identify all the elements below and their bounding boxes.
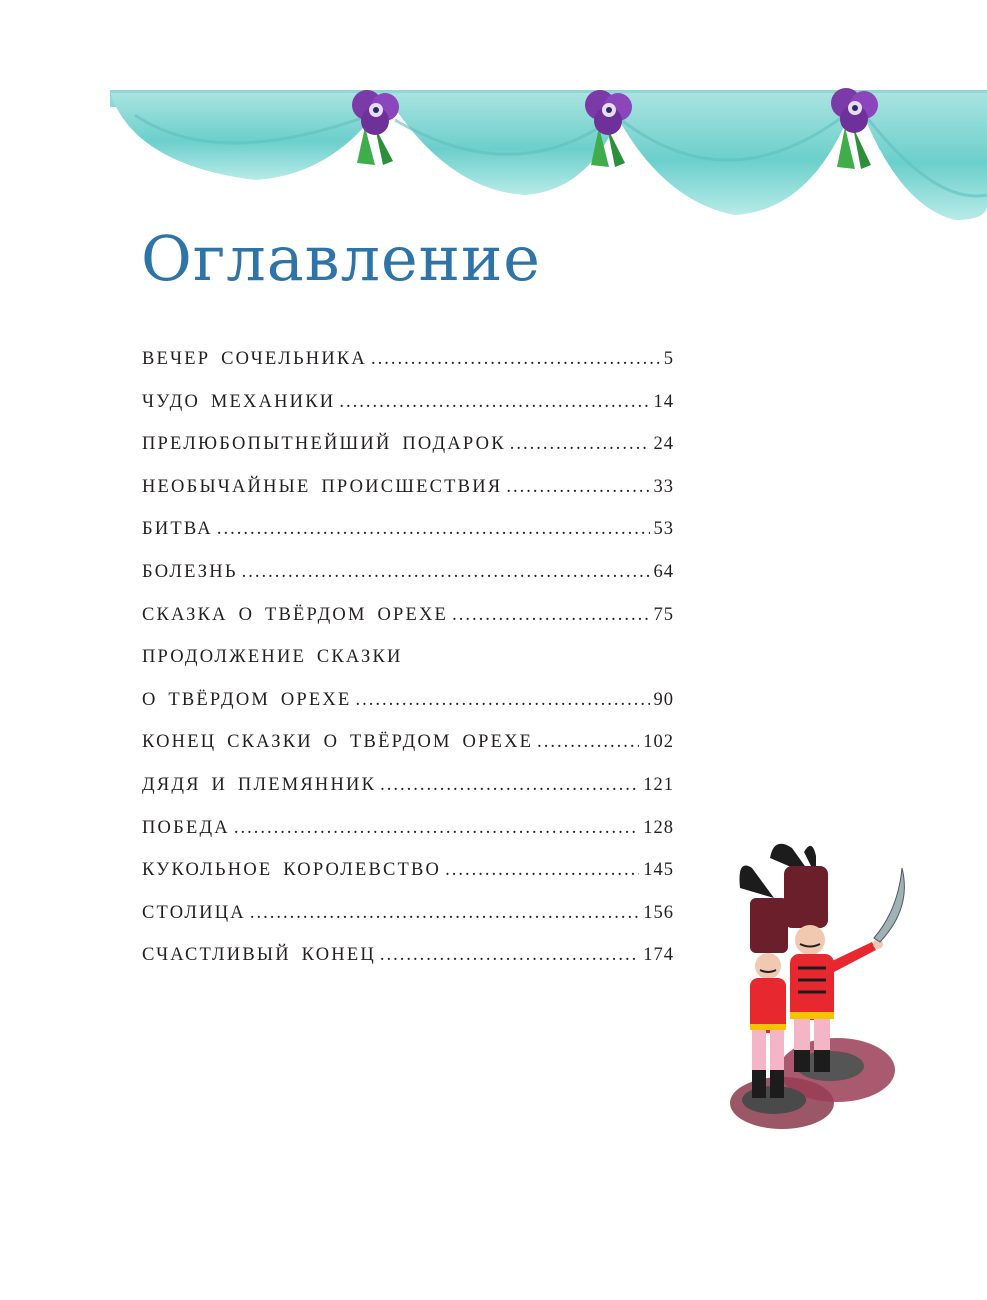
toc-entry-page: 24 <box>653 434 674 455</box>
leader-dots <box>242 551 650 594</box>
toc-entry-page: 121 <box>643 774 674 795</box>
leader-dots <box>380 934 639 977</box>
toc-entry-page: 90 <box>653 689 674 710</box>
toc-entry-page: 5 <box>663 349 674 369</box>
toc-entry-title: БОЛЕЗНЬ <box>142 561 238 582</box>
leader-dots <box>510 423 650 466</box>
toc-entry[interactable] <box>142 679 674 722</box>
toc-entry-page: 75 <box>653 604 674 625</box>
toc-entry[interactable] <box>142 764 674 807</box>
toc-entry[interactable] <box>142 508 674 551</box>
toc-entry[interactable] <box>142 381 674 424</box>
leader-dots <box>217 508 650 551</box>
leader-dots <box>371 338 660 381</box>
toc-entry-page: 33 <box>653 476 674 497</box>
toc-entry-title: СКАЗКА О ТВЁРДОМ ОРЕХЕ <box>142 604 449 625</box>
toc-entry[interactable] <box>142 551 674 594</box>
toc-entry-page: 14 <box>653 391 674 412</box>
toc-entry[interactable] <box>142 849 674 892</box>
toc-entry[interactable] <box>142 423 674 466</box>
toc-entry-title: БИТВА <box>142 519 213 540</box>
toc-entry-title: СЧАСТЛИВЫЙ КОНЕЦ <box>142 945 376 966</box>
toc-entry-title: ПОБЕДА <box>142 817 230 838</box>
leader-dots <box>250 892 639 935</box>
toc-entry[interactable] <box>142 636 674 679</box>
toc-entry-page: 145 <box>643 860 674 881</box>
leader-dots <box>506 466 649 509</box>
toc-entry-title: СТОЛИЦА <box>142 902 246 923</box>
toc-entry[interactable] <box>142 807 674 850</box>
toc-entry[interactable] <box>142 934 674 977</box>
toc-entry-page: 64 <box>653 561 674 582</box>
toc-entry-title: ПРЕЛЮБОПЫТНЕЙШИЙ ПОДАРОК <box>142 434 506 455</box>
toc-entry[interactable] <box>142 721 674 764</box>
toc-entry[interactable] <box>142 338 674 381</box>
leader-dots <box>339 381 649 424</box>
toc-entry-title: ПРОДОЛЖЕНИЕ СКАЗКИ <box>142 647 403 668</box>
leader-dots <box>234 807 639 850</box>
table-of-contents <box>142 338 674 977</box>
leader-dots <box>356 679 650 722</box>
toc-entry-title: КУКОЛЬНОЕ КОРОЛЕВСТВО <box>142 860 442 881</box>
leader-dots <box>537 721 639 764</box>
leader-dots <box>445 849 639 892</box>
toc-entry[interactable] <box>142 594 674 637</box>
toc-entry-title: КОНЕЦ СКАЗКИ О ТВЁРДОМ ОРЕХЕ <box>142 732 534 753</box>
toc-entry-title: НЕОБЫЧАЙНЫЕ ПРОИСШЕСТВИЯ <box>142 476 503 497</box>
toc-entry-title: ВЕЧЕР СОЧЕЛЬНИКА <box>142 349 367 369</box>
toc-entry-title: ДЯДЯ И ПЛЕМЯННИК <box>142 774 377 795</box>
toc-entry-title: ЧУДО МЕХАНИКИ <box>142 391 336 412</box>
toc-entry-page: 102 <box>643 732 674 753</box>
toc-entry-page: 53 <box>653 519 674 540</box>
toc-entry-title: О ТВЁРДОМ ОРЕХЕ <box>142 689 352 710</box>
leader-dots <box>452 594 649 637</box>
toc-entry[interactable] <box>142 466 674 509</box>
leader-dots <box>380 764 639 807</box>
page-title: Оглавление <box>141 222 541 295</box>
toc-entry-page: 128 <box>643 817 674 838</box>
toc-entry[interactable] <box>142 892 674 935</box>
toc-entry-page: 156 <box>643 902 674 923</box>
toc-entry-page: 174 <box>643 945 674 966</box>
toy-soldiers-illustration <box>712 838 922 1148</box>
